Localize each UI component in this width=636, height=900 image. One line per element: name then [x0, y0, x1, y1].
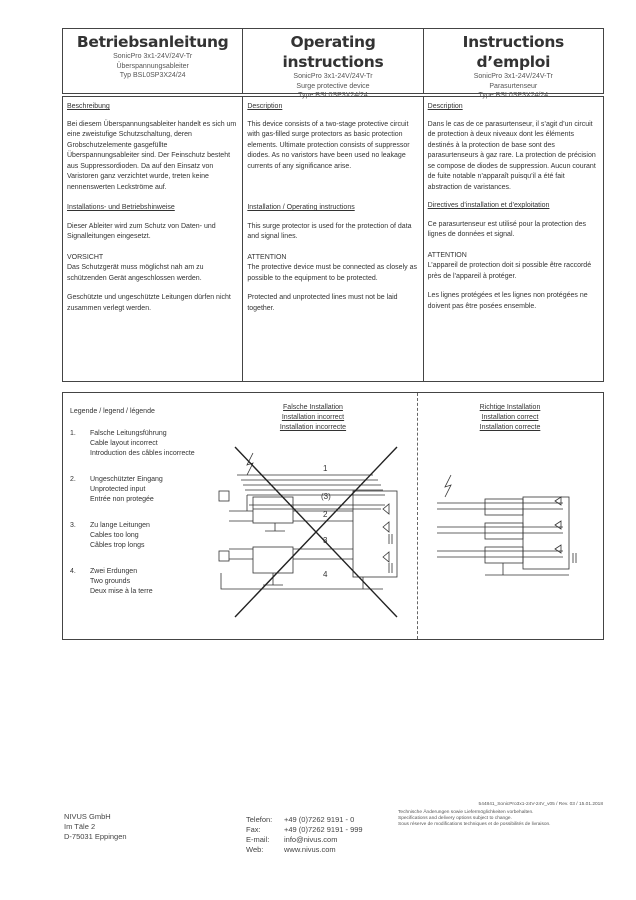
header-product: SonicPro 3x1-24V/24V-Tr	[293, 73, 373, 80]
legal-de: Technische Änderungen sowie Liefermöglichkeiten vorbehalten.	[398, 810, 534, 815]
column-en	[243, 97, 423, 381]
instructions-table	[62, 96, 604, 382]
legend-number: 3.	[70, 522, 76, 529]
header-type: Type BSL0SP3X24/24	[478, 92, 549, 99]
legend-line-de: Zu lange Leitungen	[90, 522, 150, 529]
wrong-caption-fr: Installation incorrecte	[279, 424, 347, 431]
header-title: Instructions d’emploi	[462, 33, 564, 71]
right-caption-en: Installation correct	[481, 414, 539, 421]
legend-line-fr: Entrée non protegée	[90, 496, 154, 503]
web-label: Web:	[246, 845, 264, 854]
header-device: Surge protective device	[296, 82, 370, 90]
installation-heading: Installation / Operating instructions	[247, 204, 355, 211]
header-device: Parasurtenseur	[489, 82, 538, 90]
label-1: 1	[323, 464, 328, 473]
mail-label: E-mail:	[246, 835, 270, 844]
wrong-installation-diagram	[213, 439, 413, 639]
wrong-caption-en: Installation incorrect	[281, 414, 345, 421]
installation-text: This surge protector is used for the protection of data and signal lines.	[247, 222, 412, 240]
legend-line-en: Cables too long	[90, 532, 139, 539]
legend-number: 4.	[70, 568, 76, 575]
divider	[417, 393, 418, 639]
contact-block	[246, 815, 396, 855]
header-title: Operating instructions	[282, 33, 384, 71]
installation-text: Dieser Ableiter wird zum Schutz von Daten- und Signalleitungen eingesetzt.	[67, 222, 216, 240]
header-table	[62, 28, 604, 99]
company-city: D-75031 Eppingen	[64, 832, 127, 841]
legend-line-de: Falsche Leitungsführung	[90, 430, 167, 437]
legend-number: 1.	[70, 430, 76, 437]
description-heading: Beschreibung	[67, 103, 110, 110]
header-en	[243, 29, 423, 99]
document-reference: 544841_SonicPro3x1-24V-24V_v05 / Rev. 03 / 15.01.2018	[478, 802, 603, 807]
wrong-caption-de: Falsche Installation	[283, 404, 343, 411]
legend-line-fr: Câbles trop longs	[90, 542, 145, 549]
company-address	[64, 812, 127, 842]
legend-title: Legende / legend / légende	[70, 408, 155, 415]
attention-text: Das Schutzgerät muss möglichst nah am zu schützenden Gerät angeschlossen werden.	[67, 264, 204, 282]
legend-line-de: Zwei Erdungen	[90, 568, 138, 575]
tel-label: Telefon:	[246, 815, 273, 824]
company-street: Im Täle 2	[64, 822, 96, 831]
installation-text: Ce parasurtenseur est utilisé pour la protection des lignes de données et signal.	[427, 220, 587, 238]
column-de	[63, 97, 243, 381]
mail-link[interactable]: info@nivus.com	[284, 835, 338, 844]
legend-line-fr: Introduction des câbles incorrecte	[90, 450, 195, 457]
wrong-caption	[258, 403, 368, 433]
diagram-panel	[62, 392, 604, 640]
legend-line-fr: Deux mise à la terre	[90, 588, 153, 595]
attention-heading: ATTENTION	[247, 253, 287, 261]
header-de	[63, 29, 243, 93]
label-4: 4	[323, 570, 328, 579]
legal-notes	[398, 802, 603, 828]
description-text: This device consists of a two-stage protective circuit with gas-filled surge protectors as basic protection elements. Ultimate protection consists of suppressor diodes. As no varistors have been used no leakage currents of any significance arise.	[247, 120, 410, 170]
lines-text: Protected and unprotected lines must not be laid together.	[247, 294, 398, 312]
legal-en: Specifications and delivery options subject to change.	[398, 816, 512, 821]
header-fr	[424, 29, 603, 99]
header-title: Betriebsanleitung	[76, 33, 229, 51]
tel-value: +49 (0)7262 9191 - 0	[284, 815, 355, 824]
description-text: Dans le cas de ce parasurtenseur, il s’agit d’un circuit de protection à deux niveaux dont les éléments destinés à la protection de base sont des parasurtenseurs à gaz rare. La protection de précision se compose de diodes de suppression. Aucun courant de fuite notable n’apparaît puisqu’il a été fait abstraction de varistances.	[427, 120, 596, 191]
right-installation-diagram	[433, 459, 593, 589]
installation-heading: Directives d’installation et d’exploitation	[427, 202, 550, 209]
header-product: SonicPro 3x1-24V/24V-Tr	[113, 53, 193, 60]
description-heading: Description	[427, 103, 463, 110]
label-3: 3	[323, 536, 328, 545]
legend-number: 2.	[70, 476, 76, 483]
column-fr	[424, 97, 603, 381]
right-caption	[455, 403, 565, 433]
fax-value: +49 (0)7262 9191 - 999	[284, 825, 363, 834]
attention-text: L’appareil de protection doit si possible être raccordé près de l’appareil à protéger.	[427, 262, 592, 280]
header-type: Type BSL0SP3X24/24	[298, 92, 368, 99]
header-product: SonicPro 3x1-24V/24V-Tr	[473, 73, 553, 80]
legend-line-en: Cable layout incorrect	[90, 440, 158, 447]
attention-text: The protective device must be connected as closely as possible to the equipment to be protected.	[247, 264, 417, 282]
attention-heading: ATTENTION	[427, 251, 467, 259]
description-text: Bei diesem Überspannungsableiter handelt es sich um eine zweistufige Schutzschaltung, deren Grobschutzelemente gasgefüllte Überspannungsableiter sind. Der Feinschutz besteht aus Suppressordioden. Da auf den Einsatz von Varistoren ganz verzichtet wurde, treten keine nennenswerten Leckströme auf.	[67, 120, 237, 191]
web-link[interactable]: www.nivus.com	[284, 845, 336, 854]
fax-label: Fax:	[246, 825, 261, 834]
legend-line-en: Unprotected input	[90, 486, 146, 493]
installation-heading: Installations- und Betriebshinweise	[67, 204, 175, 211]
description-heading: Description	[247, 103, 283, 110]
header-device: Überspannungsableiter	[116, 62, 189, 70]
header-type: Typ BSL0SP3X24/24	[119, 72, 186, 79]
label-2: 2	[323, 510, 328, 519]
legal-fr: Sous réserve de modifications techniques et de possibilités de livraison.	[398, 822, 551, 827]
company-name: NIVUS GmbH	[64, 812, 111, 821]
lines-text: Les lignes protégées et les lignes non protégées ne doivent pas être posées ensemble.	[427, 292, 588, 310]
label-3-paren: (3)	[321, 492, 331, 501]
legend-line-de: Ungeschützter Eingang	[90, 476, 163, 483]
legend-line-en: Two grounds	[90, 578, 131, 585]
attention-heading: VORSICHT	[67, 253, 104, 261]
lines-text: Geschützte und ungeschützte Leitungen dürfen nicht zusammen verlegt werden.	[67, 294, 231, 312]
right-caption-fr: Installation correcte	[479, 424, 541, 431]
right-caption-de: Richtige Installation	[479, 404, 541, 411]
